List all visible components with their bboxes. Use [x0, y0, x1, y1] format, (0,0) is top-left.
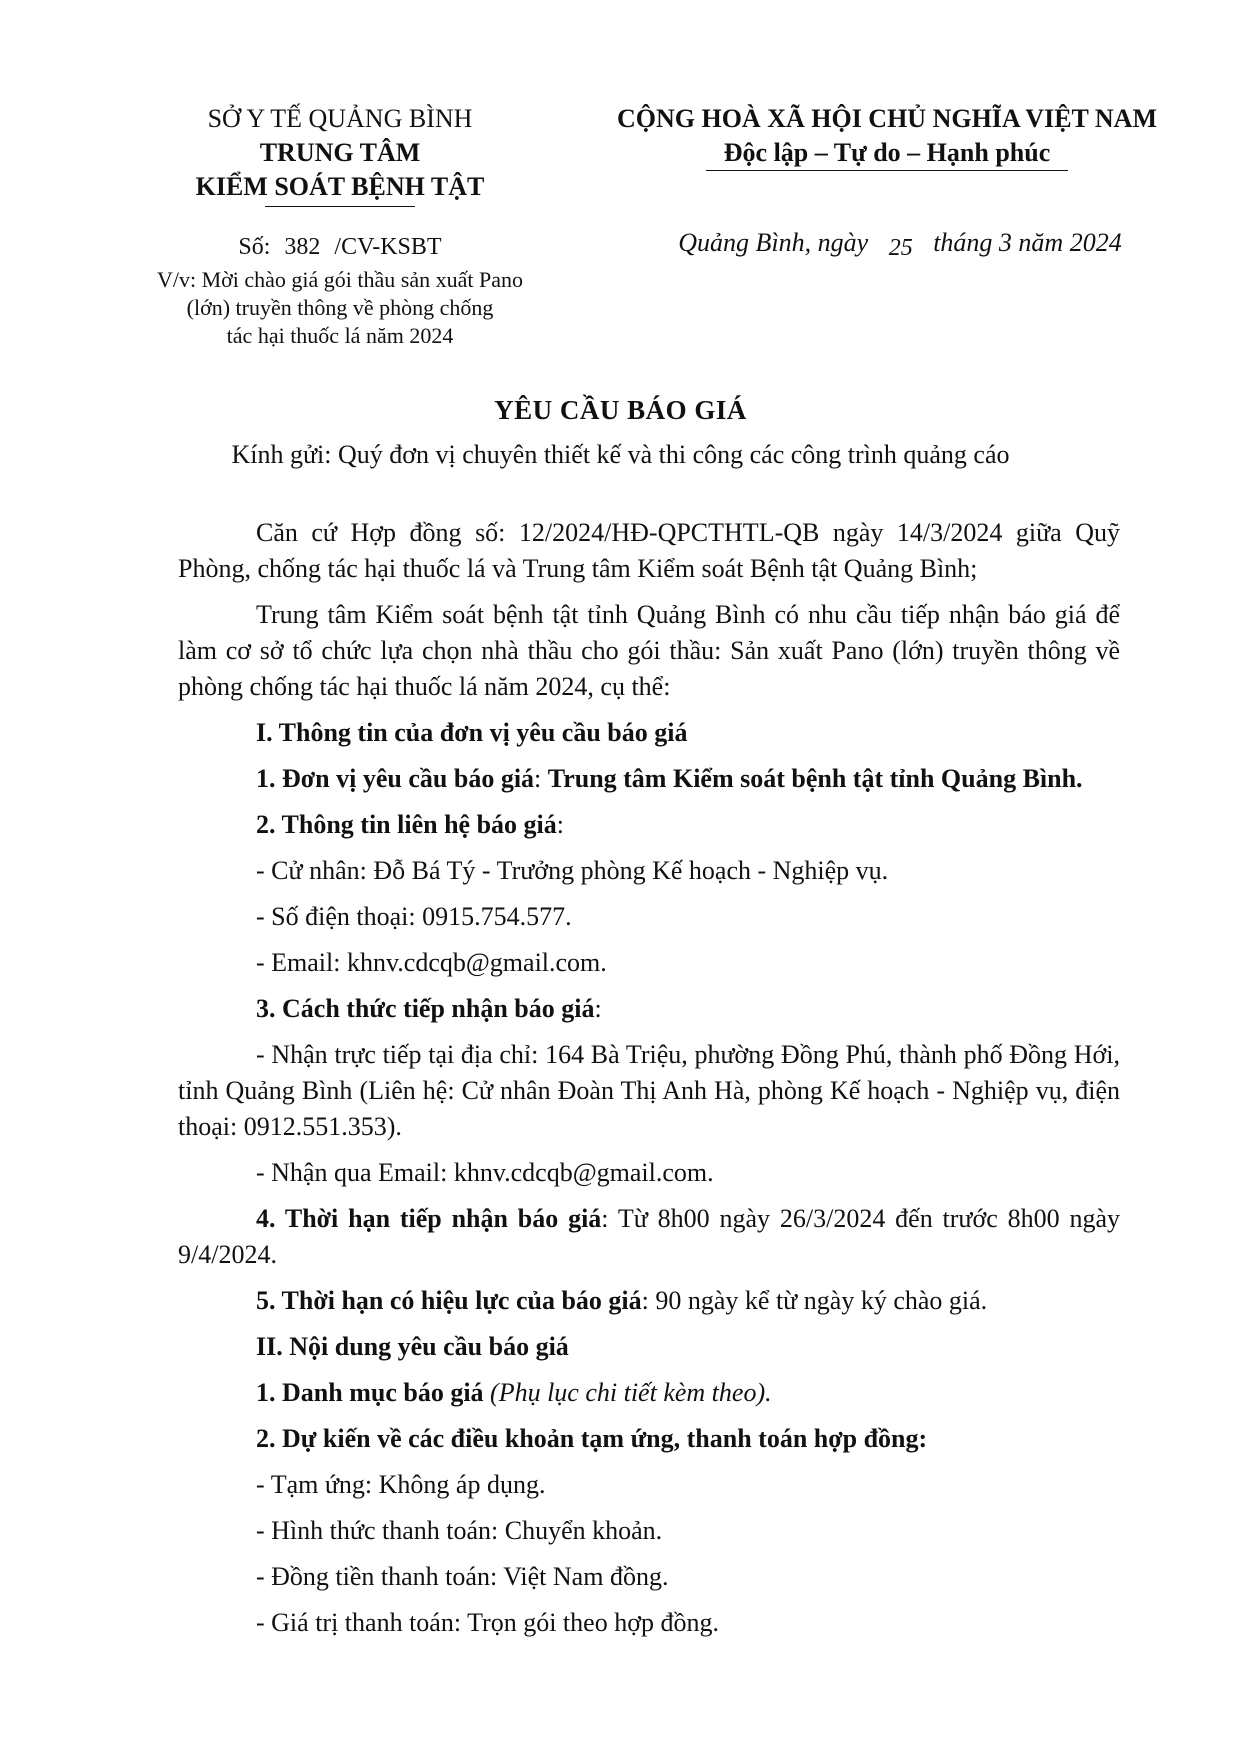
doc-no-label: Số: [238, 234, 271, 260]
subject-line: V/v: Mời chào giá gói thầu sản xuất Pano [156, 267, 524, 292]
section-2-item-1-note: (Phụ lục chi tiết kèm theo). [483, 1378, 772, 1407]
item-2 [178, 807, 1120, 843]
doc-no-suffix: /CV-KSBT [334, 234, 442, 260]
receive-direct: - Nhận trực tiếp tại địa chỉ: 164 Bà Triệu, phường Đồng Phú, thành phố Đồng Hới, tỉnh Quảng Bình (Liên hệ: Cử nhân Đoàn Thị Anh Hà, phòng Kế hoạch - Nghiệp vụ, điện thoại: 0912.551.353). [178, 1040, 1120, 1141]
document-body [178, 515, 1120, 1641]
item-3 [178, 991, 1120, 1027]
date-prefix: Quảng Bình, ngày [678, 228, 869, 257]
document-number [140, 232, 540, 262]
ministry-name: SỞ Y TẾ QUẢNG BÌNH [207, 104, 473, 133]
section-2-title: II. Nội dung yêu cầu báo giá [256, 1332, 569, 1361]
payment-method: - Hình thức thanh toán: Chuyển khoản. [256, 1516, 663, 1545]
center-name-line1: TRUNG TÂM [259, 138, 421, 167]
item-1-label: 1. Đơn vị yêu cầu báo giá [256, 764, 535, 793]
contact-email: - Email: khnv.cdcqb@gmail.com. [256, 948, 607, 977]
item-1-sep: : [534, 764, 548, 793]
subject-line: (lớn) truyền thông về phòng chống [186, 295, 494, 320]
date-place [600, 226, 1200, 261]
section-2-item-1-label: 1. Danh mục báo giá [256, 1378, 484, 1407]
doc-no-value: 382 [284, 234, 321, 260]
document-title: YÊU CẦU BÁO GIÁ [494, 395, 747, 425]
contact-person: - Cử nhân: Đỗ Bá Tý - Trưởng phòng Kế hoạch - Nghiệp vụ. [256, 856, 889, 885]
recipient-line: Kính gửi: Quý đơn vị chuyên thiết kế và thi công các công trình quảng cáo [231, 440, 1010, 469]
advance-payment: - Tạm ứng: Không áp dụng. [256, 1470, 546, 1499]
item-3-label: 3. Cách thức tiếp nhận báo giá [256, 994, 595, 1023]
item-4 [178, 1201, 1120, 1273]
item-1-value: Trung tâm Kiểm soát bệnh tật tỉnh Quảng Bình. [547, 764, 1083, 793]
paragraph-purpose: Trung tâm Kiểm soát bệnh tật tỉnh Quảng Bình có nhu cầu tiếp nhận báo giá để làm cơ sở tổ chức lựa chọn nhà thầu cho gói thầu: Sản xuất Pano (lớn) truyền thông về phòng chống tác hại thuốc lá năm 2024, cụ thể: [178, 600, 1120, 701]
item-4-label: 4. Thời hạn tiếp nhận báo giá [256, 1204, 602, 1233]
nation-block [572, 102, 1202, 171]
item-5-label: 5. Thời hạn có hiệu lực của báo giá [256, 1286, 642, 1315]
issuer-block [140, 102, 540, 207]
motto-underline [706, 170, 1068, 171]
date-suffix: tháng 3 năm 2024 [933, 228, 1122, 257]
document-subject [140, 266, 540, 350]
date-day: 25 [888, 235, 913, 261]
item-2-label: 2. Thông tin liên hệ báo giá [256, 810, 557, 839]
item-1 [178, 761, 1120, 797]
contact-phone: - Số điện thoại: 0915.754.577. [256, 902, 572, 931]
section-2-item-2: 2. Dự kiến về các điều khoản tạm ứng, thanh toán hợp đồng: [256, 1424, 928, 1453]
payment-currency: - Đồng tiền thanh toán: Việt Nam đồng. [256, 1562, 669, 1591]
paragraph-basis: Căn cứ Hợp đồng số: 12/2024/HĐ-QPCTHTL-QB ngày 14/3/2024 giữa Quỹ Phòng, chống tác hại thuốc lá và Trung tâm Kiểm soát Bệnh tật Quảng Bình; [178, 518, 1120, 583]
payment-value: - Giá trị thanh toán: Trọn gói theo hợp đồng. [256, 1608, 719, 1637]
issuer-underline [265, 206, 415, 207]
item-5 [178, 1283, 1120, 1319]
nation-name: CỘNG HOÀ XÃ HỘI CHỦ NGHĨA VIỆT NAM [616, 104, 1158, 133]
item-3-sep: : [594, 994, 602, 1023]
receive-email: - Nhận qua Email: khnv.cdcqb@gmail.com. [256, 1158, 714, 1187]
item-2-sep: : [556, 810, 564, 839]
item-4-value: : Từ 8h00 ngày 26/3/2024 đến trước 8h00 ngày 9/4/2024. [178, 1204, 1120, 1269]
item-5-value: : 90 ngày kể từ ngày ký chào giá. [641, 1286, 988, 1315]
section-1-title: I. Thông tin của đơn vị yêu cầu báo giá [256, 718, 688, 747]
center-name-line2: KIỂM SOÁT BỆNH TẬT [195, 172, 485, 201]
subject-line: tác hại thuốc lá năm 2024 [226, 323, 454, 348]
section-2-item-1 [178, 1375, 1120, 1411]
nation-motto: Độc lập – Tự do – Hạnh phúc [723, 138, 1051, 167]
